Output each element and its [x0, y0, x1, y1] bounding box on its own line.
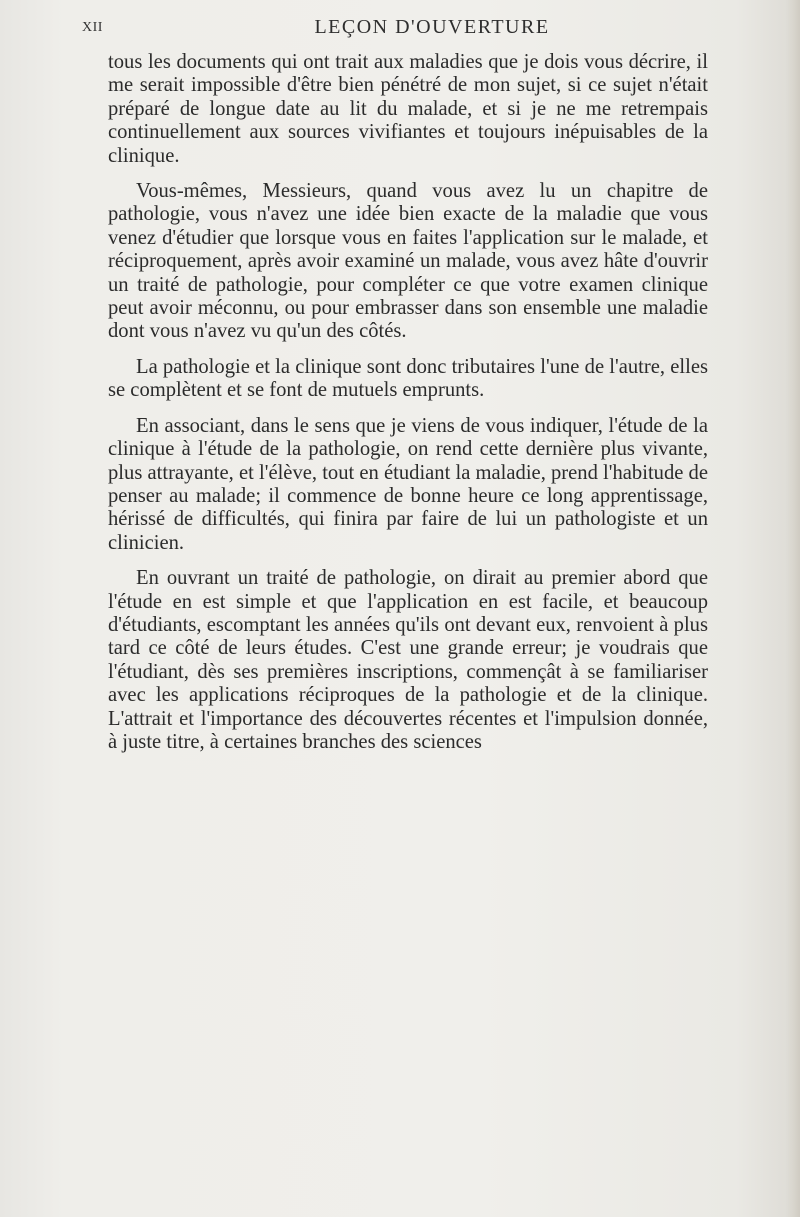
page-edge-shadow [786, 0, 800, 1217]
paragraph-2: Vous-mêmes, Messieurs, quand vous avez lu un chapitre de pathologie, vous n'avez une idée bien exacte de la maladie que vous venez d'étudier que lorsque vous en faites l'application sur le malade, et réciproquement, après avoir examiné un malade, vous avez hâte d'ouvrir un traité de pathologie, pour compléter ce que votre examen clinique peut avoir méconnu, ou pour embrasser dans son ensemble une maladie dont vous n'avez vu qu'un des côtés. [108, 180, 708, 343]
page-number: XII [82, 20, 103, 35]
body-text [108, 51, 708, 766]
running-title: LEÇON D'OUVERTURE [314, 16, 550, 38]
paragraph-1: tous les documents qui ont trait aux maladies que je dois vous décrire, il me serait impossible d'être bien pénétré de mon sujet, si ce sujet n'était préparé de longue date au lit du malade, et si je ne me retrempais continuellement aux sources vivifiantes et toujours inépuisables de la clinique. [108, 51, 708, 167]
paragraph-5: En ouvrant un traité de pathologie, on dirait au premier abord que l'étude en est simple et que l'application en est facile, et beaucoup d'étudiants, escomptant les années qu'ils ont devant eux, renvoient à plus tard ce côté de leurs études. C'est une grande erreur; je voudrais que l'étudiant, dès ses premières inscriptions, commençât à se familiariser avec les applications réciproques de la pathologie et de la clinique. L'attrait et l'importance des découvertes récentes et l'impulsion donnée, à juste titre, à certaines branches des sciences [108, 567, 708, 753]
paragraph-3: La pathologie et la clinique sont donc tributaires l'une de l'autre, elles se complètent et se font de mutuels emprunts. [108, 355, 708, 402]
page-header [82, 16, 722, 42]
paragraph-4: En associant, dans le sens que je viens de vous indiquer, l'étude de la clinique à l'étude de la pathologie, on rend cette dernière plus vivante, plus attrayante, et l'élève, tout en étudiant la maladie, prend l'habitude de penser au malade; il commence de bonne heure ce long apprentissage, hérissé de difficultés, qui finira par faire de lui un pathologiste et un clinicien. [108, 414, 708, 554]
